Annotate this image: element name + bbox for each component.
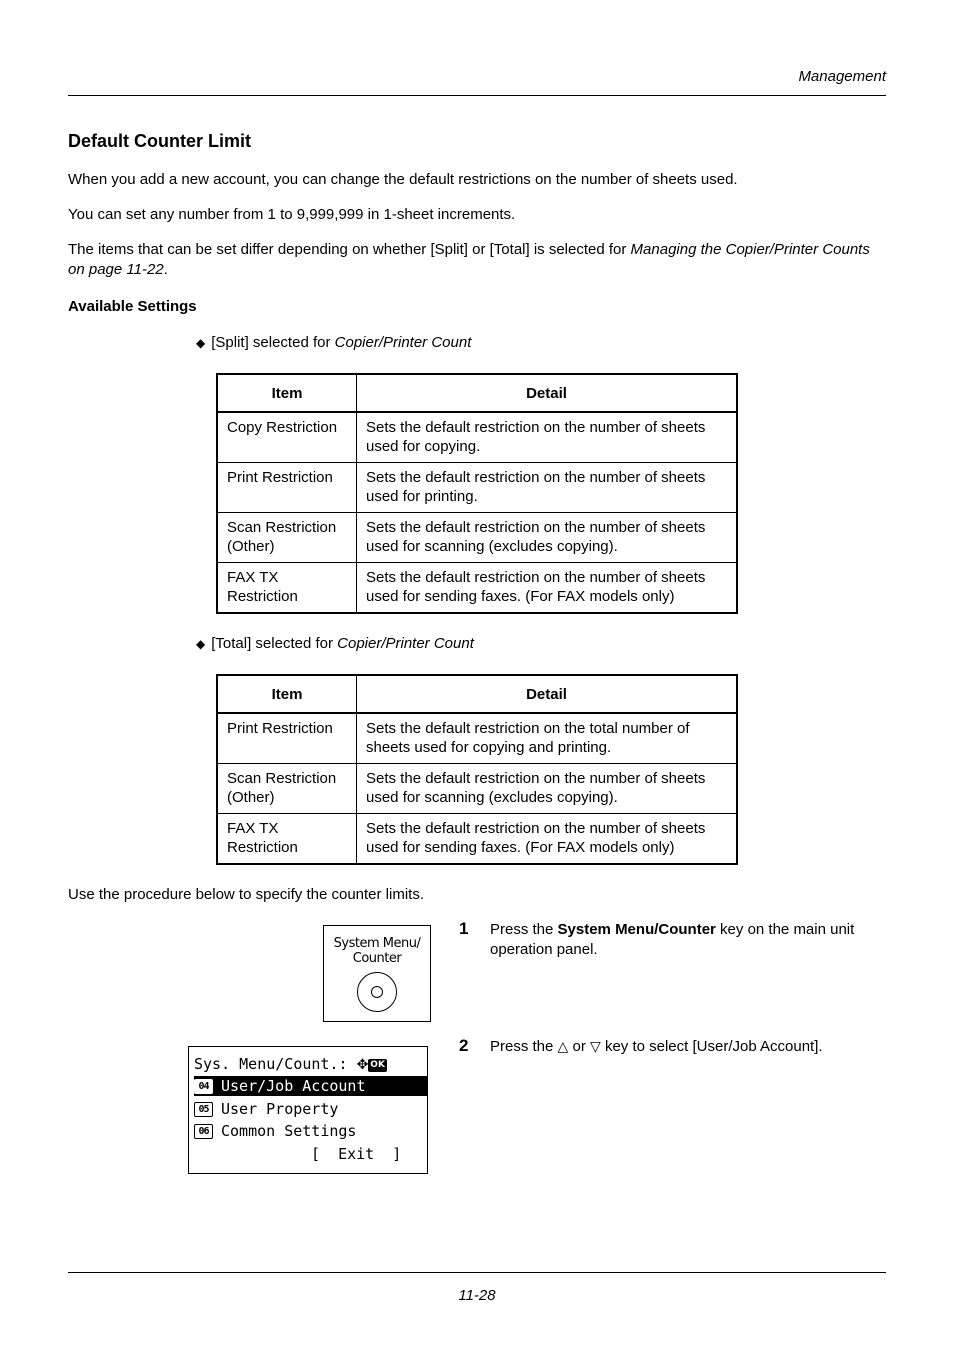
header-rule: [68, 95, 886, 96]
table-row: FAX TX Restriction Sets the default restriction on the number of sheets used for sending faxes. (For FAX models only): [217, 814, 737, 865]
down-arrow-icon: ▽: [590, 1039, 601, 1055]
key-label: System Menu/ Counter: [333, 936, 421, 966]
lcd-exit-softkey: [ Exit ]: [311, 1145, 402, 1163]
split-settings-table: [216, 373, 738, 614]
key-button-icon: [357, 972, 397, 1012]
lcd-menu-item-selected: 04 User/Job Account: [194, 1076, 427, 1096]
step-number: 2: [459, 1036, 469, 1055]
table-row: Print Restriction Sets the default restriction on the number of sheets used for printing.: [217, 463, 737, 513]
procedure-intro: Use the procedure below to specify the counter limits.: [68, 886, 425, 903]
intro-paragraph-3: The items that can be set differ depending on whether [Split] or [Total] is selected for Managing the Copier/Printer Counts on page 11-22.: [68, 241, 870, 278]
total-bullet: ◆ [Total] selected for Copier/Printer Count: [196, 635, 474, 652]
lcd-menu-item: 06 Common Settings: [194, 1121, 356, 1141]
diamond-bullet-icon: ◆: [196, 336, 206, 350]
table-row: Print Restriction Sets the default restriction on the total number of sheets used for copying and printing.: [217, 713, 737, 764]
table-row: Copy Restriction Sets the default restriction on the number of sheets used for copying.: [217, 412, 737, 463]
table-header-detail: Detail: [357, 675, 738, 713]
table-header-item: Item: [217, 374, 357, 412]
lcd-title-row: Sys. Menu/Count.: ✥ OK: [194, 1055, 385, 1073]
lcd-screen-illustration: [188, 1046, 428, 1174]
table-header-detail: Detail: [357, 374, 738, 412]
up-arrow-icon: △: [557, 1039, 569, 1055]
table-header-item: Item: [217, 675, 357, 713]
available-settings-heading: Available Settings: [68, 298, 197, 315]
lcd-menu-item: 05 User Property: [194, 1099, 338, 1119]
table-row: Scan Restriction (Other) Sets the default restriction on the number of sheets used for scanning (excludes copying).: [217, 764, 737, 814]
split-bullet: ◆ [Split] selected for Copier/Printer Count: [196, 334, 472, 351]
intro-paragraph-1: When you add a new account, you can change the default restrictions on the number of sheets used.: [68, 171, 738, 188]
ok-icon: OK: [370, 1060, 385, 1070]
total-settings-table: [216, 674, 738, 865]
running-header: Management: [798, 68, 886, 85]
table-row: Scan Restriction (Other) Sets the default restriction on the number of sheets used for scanning (excludes copying).: [217, 513, 737, 563]
cross-reference: Managing the Copier/Printer Counts on page 11-22: [68, 241, 870, 278]
table-row: FAX TX Restriction Sets the default restriction on the number of sheets used for sending faxes. (For FAX models only): [217, 563, 737, 614]
step-number: 1: [459, 919, 469, 938]
system-menu-counter-key-illustration: [323, 925, 431, 1022]
page-number: 11-28: [458, 1287, 496, 1304]
section-title: Default Counter Limit: [68, 131, 251, 151]
intro-paragraph-2: You can set any number from 1 to 9,999,999 in 1-sheet increments.: [68, 206, 516, 223]
step-1-text: Press the System Menu/Counter key on the main unit operation panel.: [490, 921, 855, 958]
diamond-bullet-icon: ◆: [196, 637, 206, 651]
step-2-text: Press the △ or ▽ key to select [User/Job Account].: [490, 1038, 823, 1055]
footer-rule: [68, 1272, 886, 1273]
nav-arrows-icon: ✥: [356, 1057, 369, 1073]
